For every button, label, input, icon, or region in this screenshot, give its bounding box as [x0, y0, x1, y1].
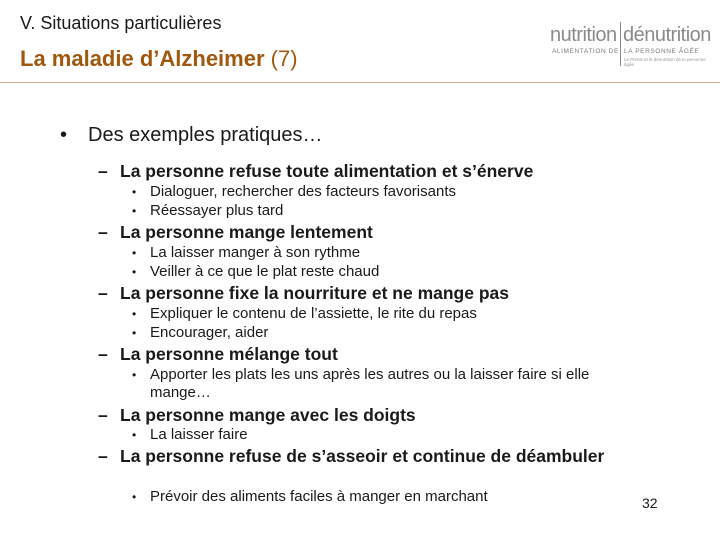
sub-bullet-dot: • [132, 368, 137, 382]
item-heading-text: La personne mange avec les doigts [120, 405, 416, 425]
item-sub [132, 488, 652, 506]
logo-divider [620, 22, 621, 66]
main-bullet-text: Des exemples pratiques… [88, 124, 323, 146]
item-heading [98, 404, 618, 426]
dash-marker: – [98, 222, 108, 242]
sub-bullet-dot: • [132, 428, 137, 442]
section-label: V. Situations particulières [20, 13, 222, 33]
item-sub [132, 263, 652, 281]
item-sub-text: Expliquer le contenu de l’assiette, le rite du repas [150, 305, 477, 322]
slide-title-suffix: (7) [264, 46, 298, 71]
sub-bullet-dot: • [132, 265, 137, 279]
item-sub-text: Apporter les plats les uns après les autres ou la laisser faire si elle mange… [150, 366, 590, 401]
slide-title-main: La maladie d’Alzheimer [20, 46, 265, 71]
bullet-dot: • [60, 124, 68, 146]
item-sub-text: Veiller à ce que le plat reste chaud [150, 263, 380, 280]
main-bullet [60, 124, 323, 147]
sub-bullet-dot: • [132, 490, 137, 504]
logo-word-denutrition: dénutrition [623, 24, 711, 46]
item-heading-text: La personne fixe la nourriture et ne mange pas [120, 283, 509, 303]
item-sub-text: Encourager, aider [150, 324, 269, 341]
item-sub-text: La laisser faire [150, 426, 248, 443]
dash-marker: – [98, 161, 108, 181]
item-heading-text: La personne refuse de s’asseoir et continue de déambuler [120, 446, 605, 466]
item-heading-text: La personne mange lentement [120, 222, 373, 242]
dash-marker: – [98, 405, 108, 425]
page-number: 32 [642, 495, 658, 511]
item-heading-text: La personne mélange tout [120, 344, 338, 364]
item-heading [98, 343, 618, 365]
logo-subtitle-right: LA PERSONNE ÂGÉE [624, 48, 700, 55]
item-sub [132, 305, 652, 323]
sub-bullet-dot: • [132, 307, 137, 321]
title-divider [0, 82, 720, 83]
item-heading [98, 221, 618, 243]
sub-bullet-dot: • [132, 326, 137, 340]
item-heading [98, 282, 618, 304]
item-heading-text: La personne refuse toute alimentation et s’énerve [120, 161, 534, 181]
item-sub [132, 183, 652, 201]
item-sub [132, 426, 652, 444]
item-sub [132, 202, 652, 220]
item-sub-text: Réessayer plus tard [150, 202, 284, 219]
dash-marker: – [98, 446, 108, 466]
item-sub-text: Dialoguer, rechercher des facteurs favorisants [150, 183, 456, 200]
item-heading [98, 160, 618, 182]
logo-subtitle-left: ALIMENTATION DE [552, 48, 619, 55]
slide-title [20, 46, 298, 72]
dash-marker: – [98, 283, 108, 303]
sub-bullet-dot: • [132, 246, 137, 260]
item-sub-text: La laisser manger à son rythme [150, 244, 361, 261]
item-sub-text: Prévoir des aliments faciles à manger en marchant [150, 488, 488, 505]
item-sub [132, 324, 652, 342]
dash-marker: – [98, 344, 108, 364]
item-sub [132, 244, 652, 262]
logo-word-nutrition: nutrition [550, 24, 617, 46]
sub-bullet-dot: • [132, 185, 137, 199]
nutrition-denutrition-logo [550, 20, 710, 70]
item-sub [132, 366, 652, 402]
item-heading [98, 445, 618, 467]
logo-tagline: Le PNNS et le dénutrition de la personne âgée [624, 57, 706, 67]
sub-bullet-dot: • [132, 204, 137, 218]
